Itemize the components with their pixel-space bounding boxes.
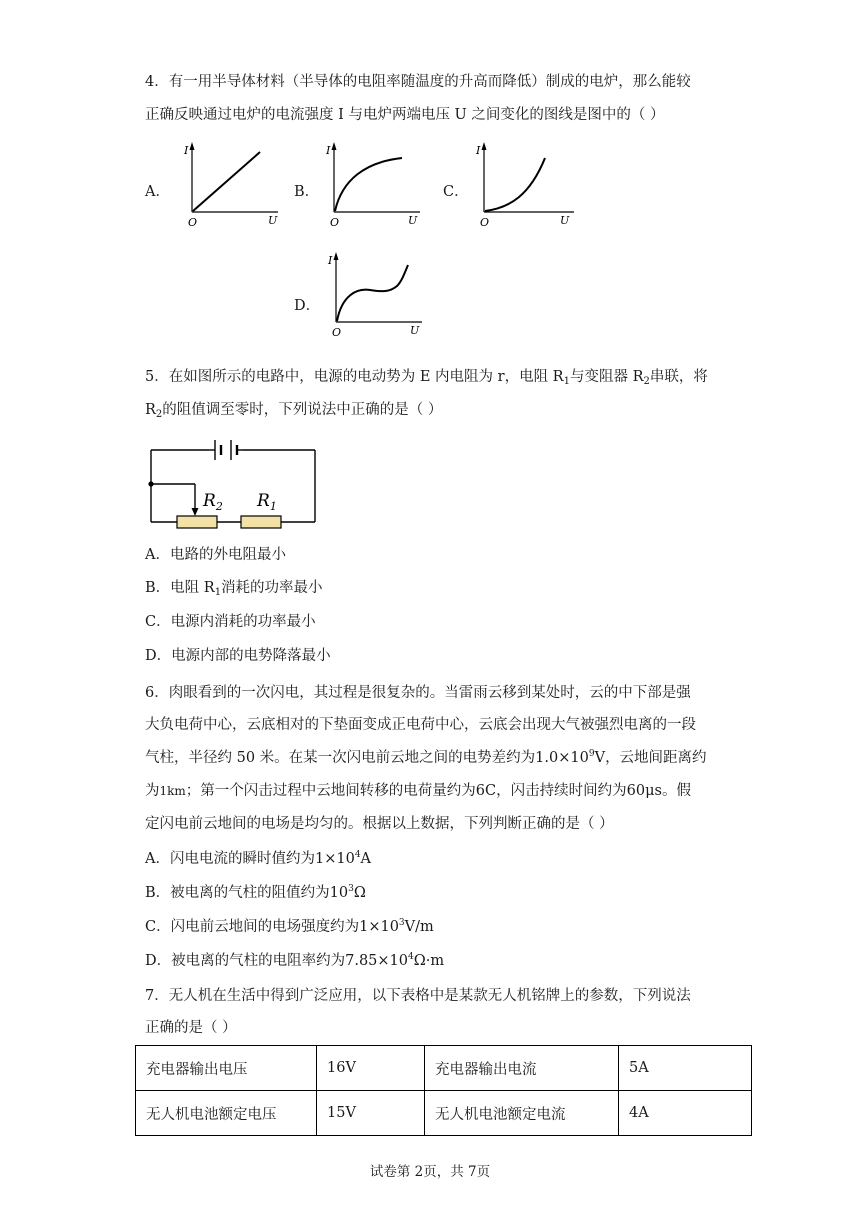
q6-option-a: A．闪电电流的瞬时值约为$1\times 10^4A$ (145, 850, 372, 867)
q6-text-line1: 6．肉眼看到的一次闪电，其过程是很复杂的。当雷雨云移到某处时，云的中下部是强 (145, 685, 691, 701)
q5-circuit-r2-label: $R_2$ (203, 491, 223, 513)
table-cell: 充电器输出电流 (425, 1046, 619, 1091)
table-cell: 无人机电池额定电压 (136, 1091, 317, 1136)
q5-option-c: C．电源内消耗的功率最小 (145, 614, 316, 630)
q4-graph-c-xlabel: U (560, 214, 570, 227)
q4-graph-a-xlabel: U (268, 214, 278, 227)
q4-graph-b (320, 140, 430, 230)
q4-text-line2: 正确反映通过电炉的电流强度 I 与电炉两端电压 U 之间变化的图线是图中的（ ） (145, 107, 665, 123)
table-cell: 无人机电池额定电流 (425, 1091, 619, 1136)
table-cell: 5A (619, 1046, 752, 1091)
q6-text-line2: 大负电荷中心，云底相对的下垫面变成正电荷中心，云底会出现大气被强烈电离的一段 (145, 717, 696, 733)
table-cell: 15V (317, 1091, 425, 1136)
q5-circuit-r1-label: $R_1$ (257, 491, 277, 513)
q7-text-line1: 7．无人机在生活中得到广泛应用，以下表格中是某款无人机铭牌上的参数，下列说法 (145, 988, 691, 1004)
q4-option-c-letter: C． (443, 184, 469, 200)
table-cell: 充电器输出电压 (136, 1046, 317, 1091)
table-cell: 4A (619, 1091, 752, 1136)
q4-graph-a (178, 140, 288, 230)
q6-option-b: B．被电离的气柱的阻值约为$10^3\Omega$ (145, 884, 366, 901)
q7-text-line2: 正确的是（ ） (145, 1020, 237, 1036)
q7-spec-table (135, 1045, 752, 1136)
table-row (136, 1091, 752, 1136)
q6-text-line3: 气柱，半径约 50 米。在某一次闪电前云地之间的电势差约为$1.0\times 10^9V$，云地间距离约 (145, 749, 707, 766)
q4-graph-a-origin: O (188, 216, 198, 229)
q6-text-line4: 为1km；第一个闪击过程中云地间转移的电荷量约为6C，闪击持续时间约为60μs。假 (145, 783, 691, 799)
q4-option-d-letter: D． (294, 298, 321, 314)
q6-text-line5: 定闪电前云地间的电场是均匀的。根据以上数据，下列判断正确的是（ ） (145, 816, 614, 832)
q4-graph-b-ylabel: I (326, 144, 331, 157)
q5-text-line2: $R_2$的阻值调至零时，下列说法中正确的是（ ） (145, 402, 443, 420)
q6-option-d: D．被电离的气柱的电阻率约为$7.85\times 10^4\Omega\cdot m$ (145, 952, 445, 969)
q4-graph-b-xlabel: U (408, 214, 418, 227)
q5-option-d: D．电源内部的电势降落最小 (145, 648, 331, 664)
q4-graph-a-ylabel: I (184, 144, 189, 157)
q4-graph-c-ylabel: I (476, 144, 481, 157)
q5-text-line1: 5．在如图所示的电路中，电源的电动势为 E 内电阻为 r，电阻 $R_1$与变阻器 $R_2$串联，将 (145, 369, 708, 387)
q5-option-a: A．电路的外电阻最小 (145, 547, 286, 563)
q4-graph-b-origin: O (330, 216, 340, 229)
table-row (136, 1046, 752, 1091)
page-footer: 试卷第 2页，共 7页 (369, 1164, 491, 1180)
table-cell: 16V (317, 1046, 425, 1091)
q5-option-b: B．电阻 $R_1$消耗的功率最小 (145, 580, 323, 598)
q4-graph-c-origin: O (480, 216, 490, 229)
q4-graph-d-ylabel: I (328, 254, 333, 267)
q4-graph-c (470, 140, 580, 230)
q5-circuit-diagram (145, 438, 325, 533)
q4-graph-d-origin: O (332, 326, 342, 339)
q4-graph-d (322, 250, 432, 340)
q4-graph-d-xlabel: U (410, 324, 420, 337)
q4-text-line1: 4．有一用半导体材料（半导体的电阻率随温度的升高而降低）制成的电炉，那么能较 (145, 74, 691, 90)
q6-option-c: C．闪电前云地间的电场强度约为$1\times 10^3V/m$ (145, 918, 434, 935)
q4-option-b-letter: B． (294, 184, 320, 200)
q4-option-a-letter: A． (145, 184, 170, 200)
